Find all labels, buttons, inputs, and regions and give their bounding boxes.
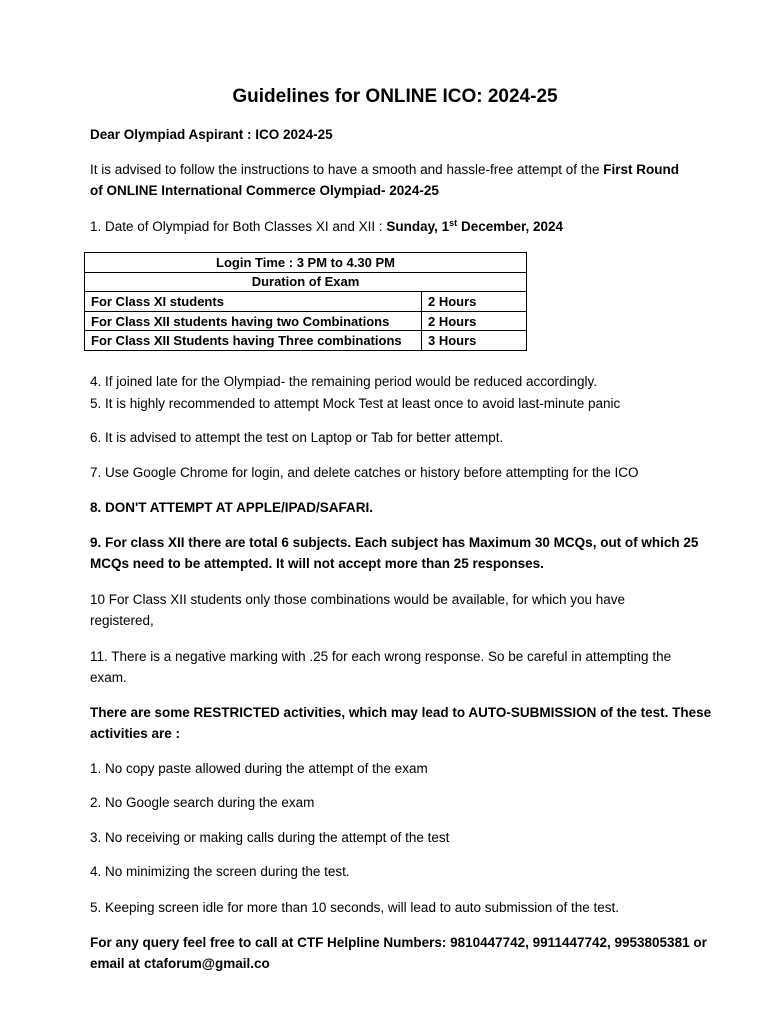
greeting: Dear Olympiad Aspirant : ICO 2024-25 <box>90 127 333 142</box>
item-11-line-1: 11. There is a negative marking with .25 for each wrong response. So be careful in attempting the <box>90 649 672 664</box>
table-cell-label: For Class XII students having two Combinations <box>85 311 422 331</box>
query-line-1: For any query feel free to call at CTF Helpline Numbers: 9810447742, 9911447742, 9953805381 or <box>90 935 707 950</box>
table-row-login <box>85 253 527 273</box>
item-5: 5. It is highly recommended to attempt Mock Test at least once to avoid last-minute panic <box>90 396 621 411</box>
intro-bold-first-round: First Round <box>603 162 680 177</box>
page-title: Guidelines for ONLINE ICO: 2024-25 <box>232 86 558 107</box>
restricted-item-5: 5. Keeping screen idle for more than 10 seconds, will lead to auto submission of the test. <box>90 900 620 915</box>
table-row <box>85 292 527 312</box>
intro-line-1 <box>90 159 730 180</box>
date-value-b: December, 2024 <box>457 219 564 234</box>
table-row <box>85 311 527 331</box>
table-cell-label: For Class XII Students having Three combinations <box>85 331 422 351</box>
query-line-2: email at ctaforum@gmail.co <box>90 956 270 971</box>
item-9 <box>90 532 715 574</box>
restricted-item-1: 1. No copy paste allowed during the attempt of the exam <box>90 761 428 776</box>
item-9-line-1: 9. For class XII there are total 6 subjects. Each subject has Maximum 30 MCQs, out of which 25 <box>90 535 699 550</box>
item-10 <box>90 589 715 631</box>
date-line <box>90 216 715 237</box>
exam-duration-table <box>84 252 527 351</box>
item-6: 6. It is advised to attempt the test on Laptop or Tab for better attempt. <box>90 430 504 445</box>
restricted-item-4: 4. No minimizing the screen during the test. <box>90 864 350 879</box>
table-cell-value: 3 Hours <box>422 331 527 351</box>
intro-line-2: of ONLINE International Commerce Olympiad- 2024-25 <box>90 183 439 198</box>
item-10-line-1: 10 For Class XII students only those combinations would be available, for which you have <box>90 592 626 607</box>
restricted-heading <box>90 702 715 744</box>
table-cell-label: For Class XI students <box>85 292 422 312</box>
login-time-cell: Login Time : 3 PM to 4.30 PM <box>85 253 527 273</box>
item-8: 8. DON'T ATTEMPT AT APPLE/IPAD/SAFARI. <box>90 500 373 515</box>
table-cell-value: 2 Hours <box>422 292 527 312</box>
date-value-a: Sunday, 1 <box>386 219 450 234</box>
duration-header-cell: Duration of Exam <box>85 272 527 292</box>
restricted-line-2: activities are : <box>90 726 181 741</box>
restricted-item-3: 3. No receiving or making calls during the attempt of the test <box>90 830 450 845</box>
date-label: 1. Date of Olympiad for Both Classes XI and XII : <box>90 219 387 234</box>
item-10-line-2: registered, <box>90 613 154 628</box>
table-row <box>85 331 527 351</box>
intro-text: It is advised to follow the instructions to have a smooth and hassle-free attempt of the <box>90 162 604 177</box>
table-row-duration-header <box>85 272 527 292</box>
item-11 <box>90 646 715 688</box>
restricted-line-1: There are some RESTRICTED activities, which may lead to AUTO-SUBMISSION of the test. These <box>90 705 712 720</box>
query-contact <box>90 932 715 974</box>
item-7: 7. Use Google Chrome for login, and delete catches or history before attempting for the ICO <box>90 465 639 480</box>
item-11-line-2: exam. <box>90 670 127 685</box>
item-9-line-2: MCQs need to be attempted. It will not accept more than 25 responses. <box>90 556 544 571</box>
restricted-item-2: 2. No Google search during the exam <box>90 795 315 810</box>
table-cell-value: 2 Hours <box>422 311 527 331</box>
intro-paragraph <box>90 159 730 201</box>
date-suffix: st <box>449 218 458 228</box>
item-4: 4. If joined late for the Olympiad- the remaining period would be reduced accordingly. <box>90 374 598 389</box>
